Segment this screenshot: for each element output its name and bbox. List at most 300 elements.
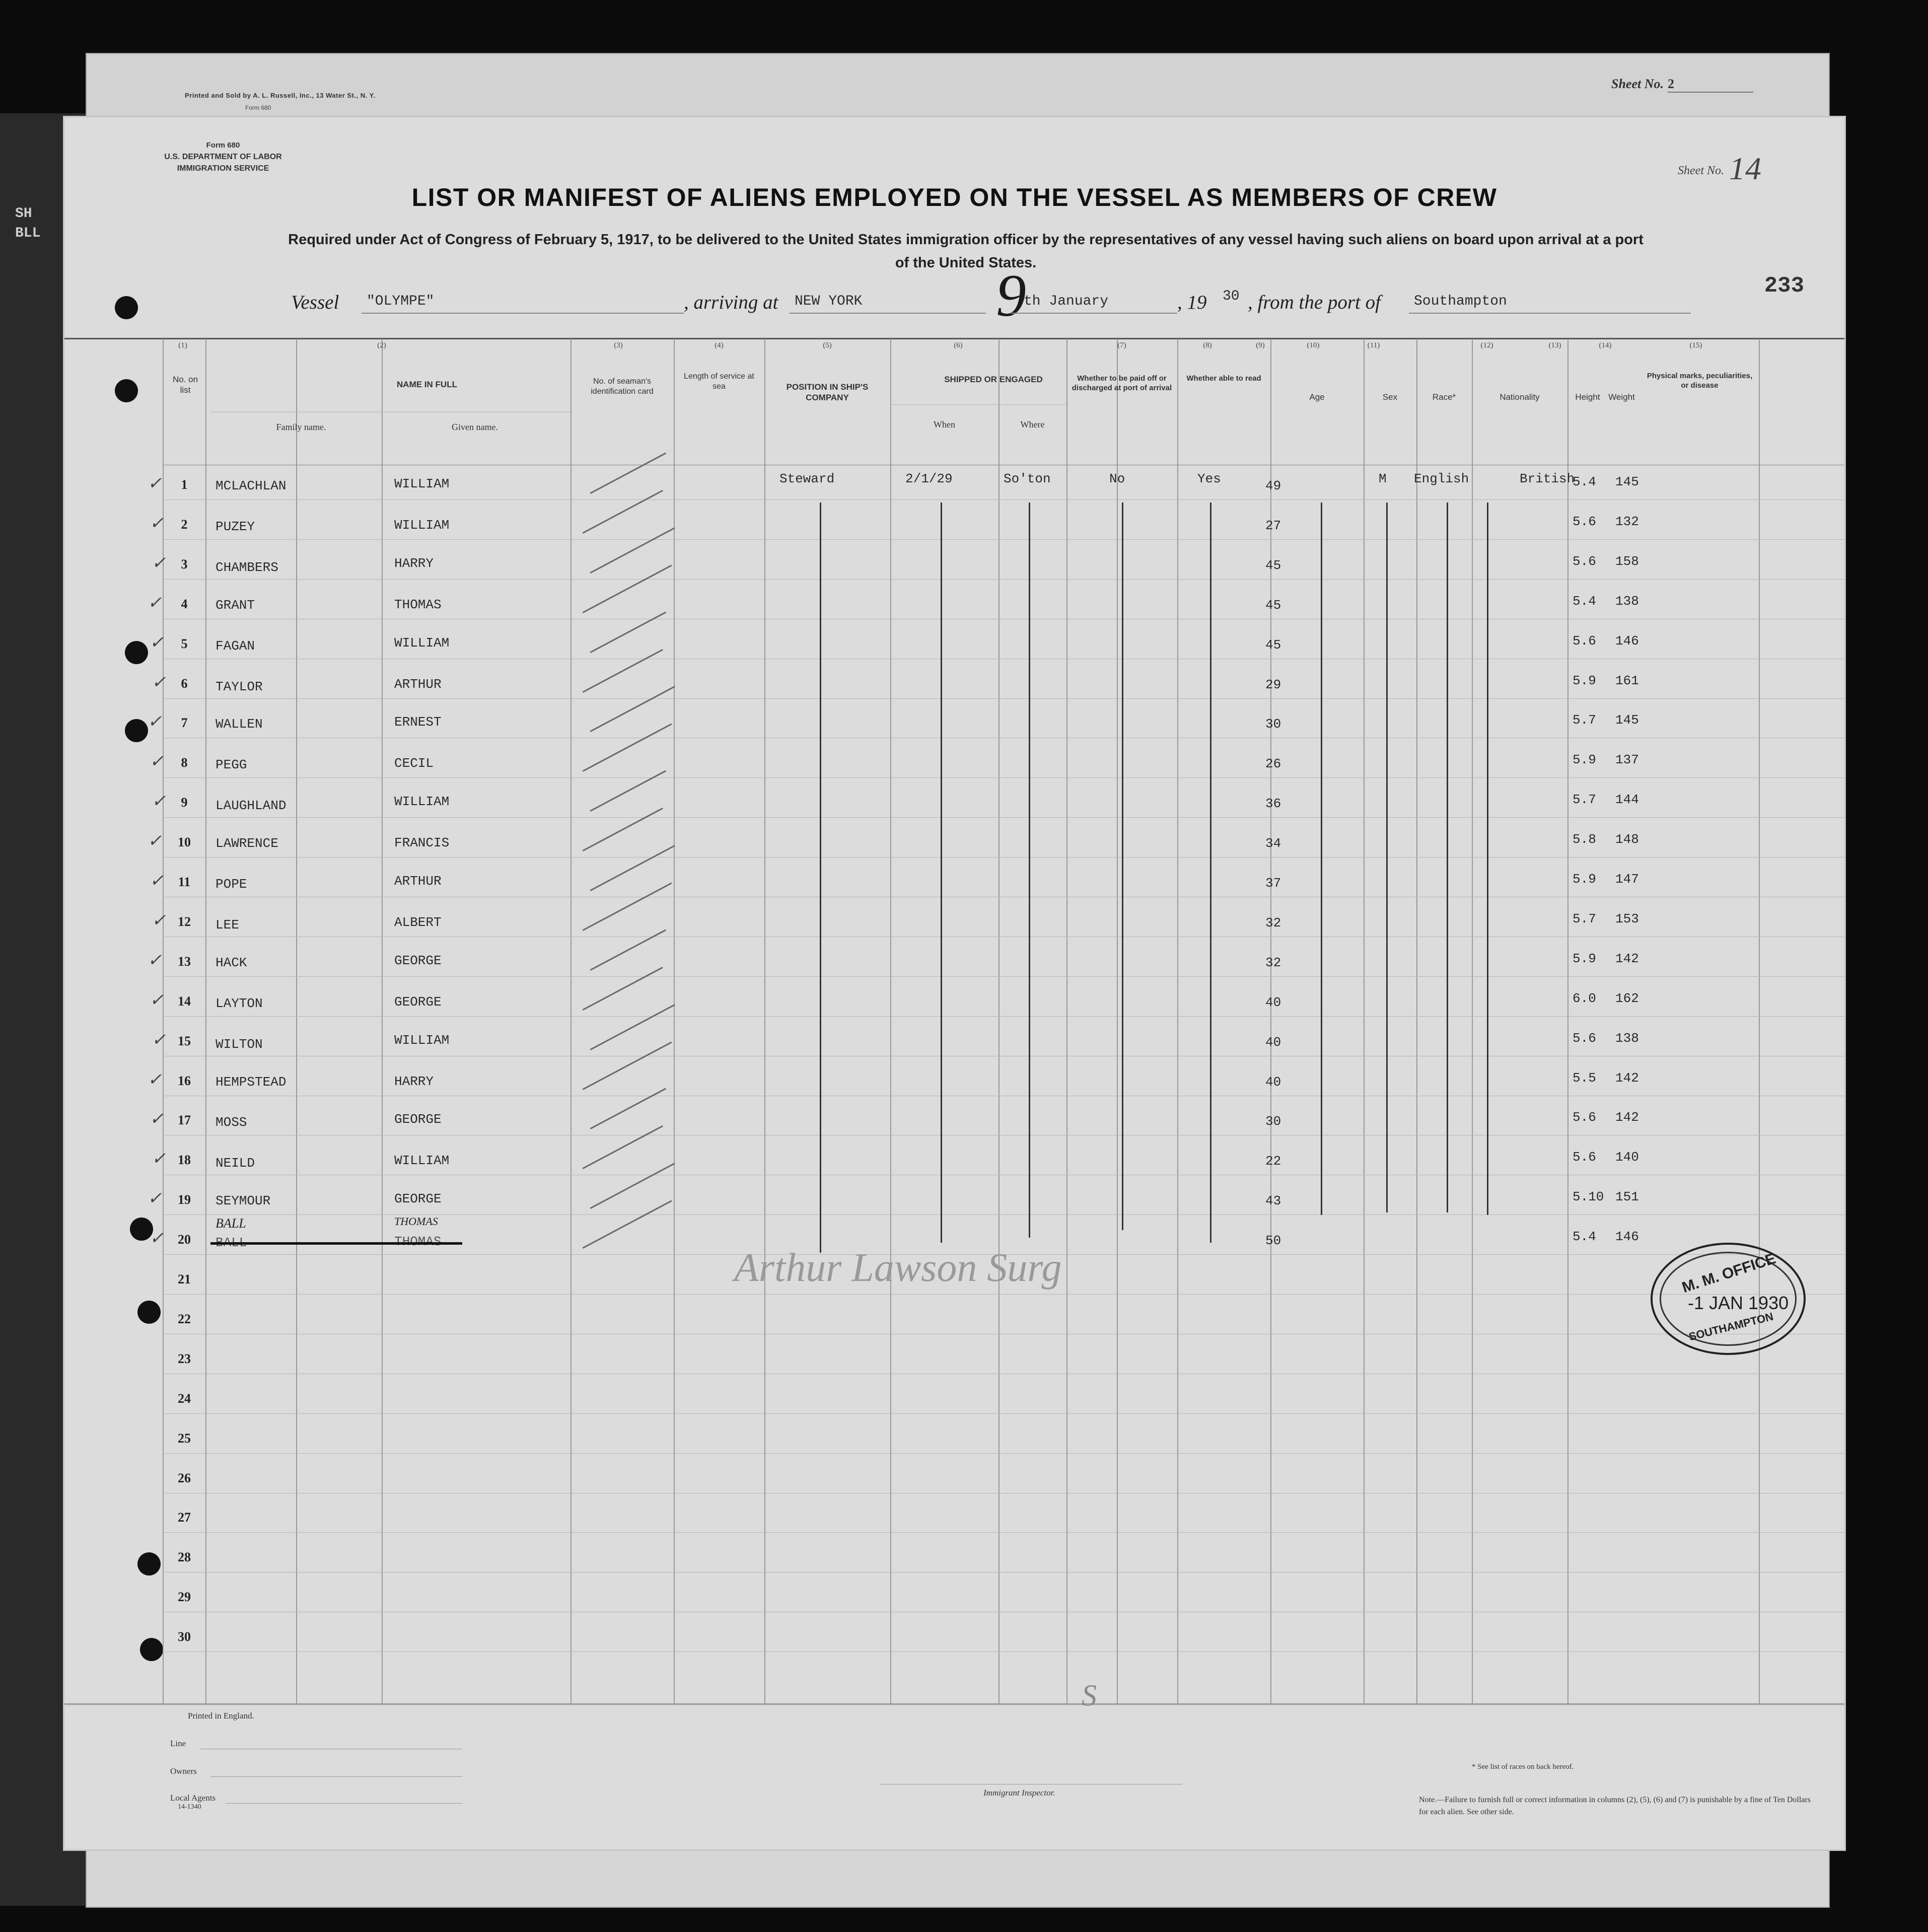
column-number: (7) <box>1117 341 1126 349</box>
header-no-on-list: No. on list <box>172 375 198 395</box>
height: 5.10 <box>1573 1189 1604 1205</box>
header-weight: Weight <box>1608 392 1635 402</box>
ditto-line <box>1029 503 1030 1238</box>
year-label: , 19 <box>1177 292 1207 313</box>
check-mark-margin: ✓ <box>150 633 164 652</box>
footer-agents-label: Local Agents <box>170 1793 216 1803</box>
check-mark-id-card <box>590 845 675 891</box>
height: 5.4 <box>1573 1229 1596 1245</box>
given-name: WILLIAM <box>394 517 450 533</box>
check-mark-id-card <box>590 1004 675 1050</box>
stamp-place: SOUTHAMPTON <box>1687 1310 1775 1343</box>
column-rule <box>1416 339 1417 1703</box>
column-number: (6) <box>954 341 963 349</box>
check-mark-id-card <box>590 929 667 970</box>
able-to-read: Yes <box>1197 471 1221 486</box>
height: 5.8 <box>1573 832 1596 847</box>
ditto-line <box>1321 503 1322 1215</box>
column-rule <box>674 339 675 1703</box>
row-number: 23 <box>178 1351 191 1366</box>
row-number: 4 <box>181 596 188 611</box>
back-form-number: Form 680 <box>245 104 271 111</box>
check-mark-margin: ✓ <box>150 990 164 1010</box>
service-name: IMMIGRATION SERVICE <box>177 164 269 173</box>
strikethrough <box>210 1242 462 1245</box>
ditto-line <box>1487 503 1488 1215</box>
age: 45 <box>1265 637 1281 653</box>
header-position: POSITION IN SHIP'S COMPANY <box>786 382 869 403</box>
header-age: Age <box>1309 392 1325 402</box>
given-name: WILLIAM <box>394 1032 450 1048</box>
row-rule <box>163 698 1844 699</box>
column-number: (1) <box>178 341 187 349</box>
family-name: SEYMOUR <box>216 1193 271 1209</box>
row-number: 21 <box>178 1272 191 1286</box>
height: 5.9 <box>1573 673 1596 688</box>
given-name: THOMAS <box>394 597 442 612</box>
arrival-date: th January <box>1024 294 1109 309</box>
family-name: NEILD <box>216 1156 255 1171</box>
punch-hole <box>140 1638 163 1661</box>
check-mark-id-card <box>583 490 663 534</box>
check-mark-id-card <box>583 724 672 772</box>
page-subtitle: Required under Act of Congress of February 5, 1917, to be delivered to the United States immigration officer by the representatives of any vessel having such aliens on board upon arrival at a port of the United States. <box>288 232 1644 271</box>
header-length-service: Length of service at sea <box>684 372 754 391</box>
height: 5.6 <box>1573 1110 1596 1125</box>
age: 27 <box>1265 518 1281 533</box>
row-number: 12 <box>178 914 191 929</box>
row-number: 13 <box>178 954 191 969</box>
age: 32 <box>1265 915 1281 931</box>
header-where: Where <box>1020 419 1045 430</box>
stamp-office: M. M. OFFICE <box>1680 1250 1778 1297</box>
printed-in: Printed in England. <box>188 1711 254 1721</box>
family-name: WALLEN <box>216 717 263 732</box>
family-name: LAWRENCE <box>216 836 278 851</box>
height: 5.6 <box>1573 1150 1596 1165</box>
height: 5.6 <box>1573 633 1596 649</box>
column-rule <box>764 339 765 1703</box>
vessel-label: Vessel <box>291 292 339 313</box>
column-rule <box>296 339 297 1703</box>
fine-note: Note.—Failure to furnish full or correct information in columns (2), (5), (6) and (7) is punishable by a fine of Ten Dollars for each alien. See other side. <box>1419 1796 1811 1816</box>
family-name: POPE <box>216 877 247 892</box>
height: 5.7 <box>1573 911 1596 926</box>
row-number: 17 <box>178 1113 191 1128</box>
shipped-divider <box>890 404 1066 405</box>
row-number: 10 <box>178 835 191 850</box>
given-name: GEORGE <box>394 953 442 968</box>
header-when: When <box>934 419 955 430</box>
header-name-in-full: NAME IN FULL <box>397 380 457 389</box>
sex: M <box>1379 471 1387 486</box>
given-name: WILLIAM <box>394 635 450 651</box>
punch-hole <box>115 379 138 402</box>
row-number: 15 <box>178 1033 191 1048</box>
weight: 153 <box>1615 911 1639 926</box>
age: 30 <box>1265 1114 1281 1129</box>
given-name: GEORGE <box>394 994 442 1010</box>
family-name: HACK <box>216 955 247 970</box>
header-family-name: Family name. <box>276 422 326 432</box>
check-mark-margin: ✓ <box>152 1030 166 1049</box>
column-rule <box>1472 339 1473 1703</box>
column-number: (14) <box>1599 341 1612 349</box>
check-mark-id-card <box>583 649 663 692</box>
height: 5.9 <box>1573 951 1596 966</box>
check-mark-id-card <box>583 967 663 1011</box>
check-mark-margin: ✓ <box>152 673 166 692</box>
height: 5.6 <box>1573 553 1596 569</box>
given-name: CECIL <box>394 756 434 771</box>
check-mark-id-card <box>590 1163 675 1209</box>
row-number: 24 <box>178 1391 191 1406</box>
row-number: 9 <box>181 795 188 810</box>
signature: Arthur Lawson Surg <box>734 1246 1062 1290</box>
family-name: LAUGHLAND <box>216 798 287 814</box>
given-name: GEORGE <box>394 1191 442 1207</box>
check-mark-margin: ✓ <box>148 712 162 732</box>
weight: 161 <box>1615 673 1639 688</box>
height: 5.9 <box>1573 872 1596 887</box>
row-number: 5 <box>181 636 188 651</box>
form-header-block <box>148 140 299 174</box>
check-mark-margin: ✓ <box>148 951 162 970</box>
family-name: CHAMBERS <box>216 559 278 575</box>
weight: 146 <box>1615 1229 1639 1245</box>
row-rule <box>163 1413 1844 1414</box>
check-mark-id-card <box>583 1041 672 1090</box>
row-number: 1 <box>181 477 188 492</box>
age: 37 <box>1265 876 1281 891</box>
row-rule <box>163 976 1844 977</box>
column-number: (12) <box>1480 341 1493 349</box>
check-mark-margin: ✓ <box>152 1150 166 1169</box>
race: English <box>1414 471 1469 486</box>
ditto-line <box>1210 503 1211 1243</box>
weight: 142 <box>1615 1070 1639 1086</box>
row-number: 11 <box>178 875 191 889</box>
height: 5.5 <box>1573 1070 1596 1086</box>
column-number: (4) <box>715 341 724 349</box>
manifest-page <box>63 116 1846 1851</box>
row-rule <box>163 777 1844 778</box>
family-name: LAYTON <box>216 995 263 1011</box>
row-rule <box>163 539 1844 540</box>
row-number: 19 <box>178 1192 191 1207</box>
given-name: WILLIAM <box>394 794 450 810</box>
family-name-handwritten: BALL <box>216 1216 246 1231</box>
row-number: 28 <box>178 1550 191 1565</box>
check-mark-id-card <box>583 808 663 851</box>
footer-line-label: Line <box>170 1739 186 1748</box>
check-mark-id-card <box>583 1200 672 1249</box>
height: 6.0 <box>1573 990 1596 1006</box>
family-name: PUZEY <box>216 519 255 534</box>
check-mark-id-card <box>590 770 667 812</box>
pencil-mark: S <box>1082 1679 1097 1712</box>
given-name: WILLIAM <box>394 476 450 491</box>
ditto-line <box>820 503 821 1253</box>
age: 40 <box>1265 1074 1281 1090</box>
weight: 145 <box>1615 474 1639 489</box>
ditto-line <box>1122 503 1123 1230</box>
weight: 147 <box>1615 872 1639 887</box>
column-rule <box>890 339 891 1703</box>
family-name: MCLACHLAN <box>216 478 287 493</box>
weight: 151 <box>1615 1189 1639 1205</box>
age: 45 <box>1265 557 1281 573</box>
weight: 158 <box>1615 553 1639 569</box>
row-rule <box>163 1532 1844 1533</box>
height: 5.6 <box>1573 1030 1596 1046</box>
column-rule <box>1270 339 1271 1703</box>
weight: 142 <box>1615 951 1639 966</box>
check-mark-margin: ✓ <box>150 752 164 771</box>
column-rule <box>1066 339 1067 1703</box>
row-number: 3 <box>181 556 188 571</box>
age: 22 <box>1265 1154 1281 1169</box>
height: 5.4 <box>1573 474 1596 489</box>
check-mark-margin: ✓ <box>150 1229 164 1248</box>
row-rule <box>163 1016 1844 1017</box>
weight: 138 <box>1615 593 1639 609</box>
family-name: LEE <box>216 917 239 933</box>
column-number: (3) <box>614 341 623 349</box>
age: 36 <box>1265 796 1281 812</box>
given-name: GEORGE <box>394 1112 442 1127</box>
check-mark-id-card <box>583 564 672 613</box>
nationality: British <box>1520 471 1575 486</box>
height: 5.9 <box>1573 752 1596 768</box>
sheet-number-value: 14 <box>1729 151 1761 186</box>
given-name: HARRY <box>394 555 434 571</box>
ditto-line <box>941 503 942 1243</box>
column-rule <box>1117 339 1118 1703</box>
age: 26 <box>1265 756 1281 772</box>
age: 30 <box>1265 717 1281 732</box>
column-rule <box>205 339 206 1703</box>
weight: 140 <box>1615 1150 1639 1165</box>
from-port: Southampton <box>1414 294 1507 309</box>
header-id-card: No. of seaman's identification card <box>591 377 654 396</box>
column-rule <box>570 339 572 1703</box>
weight: 138 <box>1615 1030 1639 1046</box>
column-number: (11) <box>1367 341 1380 349</box>
check-mark-margin: ✓ <box>148 1070 162 1089</box>
age: 40 <box>1265 1034 1281 1050</box>
weight: 142 <box>1615 1110 1639 1125</box>
family-name: HEMPSTEAD <box>216 1074 287 1090</box>
family-name: MOSS <box>216 1115 247 1130</box>
row-number: 25 <box>178 1430 191 1446</box>
stamp-date: -1 JAN 1930 <box>1688 1293 1789 1313</box>
family-name: PEGG <box>216 757 247 773</box>
header-height: Height <box>1575 392 1600 402</box>
row-number: 14 <box>178 993 191 1009</box>
row-number: 8 <box>181 755 188 770</box>
column-rule <box>1759 339 1760 1703</box>
check-mark-margin: ✓ <box>152 553 166 573</box>
back-printer-credit: Printed and Sold by A. L. Russell, Inc., 13 Water St., N. Y. <box>185 92 376 99</box>
column-number: (15) <box>1689 341 1702 349</box>
weight: 162 <box>1615 990 1639 1006</box>
row-rule <box>163 817 1844 818</box>
inspector-label: Immigrant Inspector. <box>983 1788 1055 1798</box>
column-rule <box>1177 339 1178 1703</box>
footer-owners-label: Owners <box>170 1766 197 1776</box>
weight: 144 <box>1615 792 1639 808</box>
row-number: 16 <box>178 1073 191 1088</box>
header-nationality: Nationality <box>1499 392 1540 402</box>
check-mark-margin: ✓ <box>148 832 162 851</box>
department-name: U.S. DEPARTMENT OF LABOR <box>164 152 282 161</box>
arrival-day-handwritten: 9 <box>996 262 1026 329</box>
age: 32 <box>1265 955 1281 970</box>
check-mark-margin: ✓ <box>150 1110 164 1129</box>
check-mark-id-card <box>590 686 675 733</box>
column-number: (9) <box>1256 341 1265 349</box>
row-number: 6 <box>181 676 188 691</box>
check-mark-id-card <box>583 882 672 931</box>
given-name-handwritten: THOMAS <box>394 1215 438 1228</box>
header-able-read: Whether able to read <box>1186 374 1261 383</box>
table-bottom-rule <box>64 1703 1844 1705</box>
office-stamp <box>1651 1243 1806 1355</box>
age: 45 <box>1265 597 1281 613</box>
age: 43 <box>1265 1193 1281 1209</box>
stamped-number: 233 <box>1764 273 1804 299</box>
row-number: 22 <box>178 1311 191 1326</box>
punch-hole <box>125 719 148 742</box>
column-number: (13) <box>1548 341 1561 349</box>
family-name: BALL <box>216 1235 247 1251</box>
column-rule <box>998 339 999 1703</box>
column-rule <box>1364 339 1365 1703</box>
header-race: Race* <box>1432 392 1456 402</box>
column-number: (10) <box>1307 341 1320 349</box>
given-name: WILLIAM <box>394 1153 450 1169</box>
check-mark-margin: ✓ <box>148 1189 162 1208</box>
check-mark-id-card <box>583 1125 663 1169</box>
check-mark-margin: ✓ <box>150 514 164 533</box>
table-top-rule <box>64 338 1844 339</box>
vessel-name: "OLYMPE" <box>367 294 435 309</box>
left-fragment-text: SH BLL <box>15 206 41 242</box>
row-number: 27 <box>178 1510 191 1525</box>
punch-hole <box>137 1301 161 1324</box>
shipped-where: So'ton <box>1004 471 1051 486</box>
position: Steward <box>779 471 835 486</box>
given-name: FRANCIS <box>394 835 450 851</box>
arriving-port: NEW YORK <box>795 294 863 309</box>
family-name: TAYLOR <box>216 679 263 694</box>
given-name: ERNEST <box>394 714 442 730</box>
weight: 137 <box>1615 752 1639 768</box>
footer-form-code: 14-1340 <box>178 1803 201 1811</box>
column-rule <box>163 339 164 1703</box>
back-sheet-number: Sheet No. 2 <box>1611 77 1753 93</box>
column-number: (2) <box>377 341 386 349</box>
age: 34 <box>1265 836 1281 851</box>
page-title: LIST OR MANIFEST OF ALIENS EMPLOYED ON THE VESSEL AS MEMBERS OF CREW <box>411 183 1497 211</box>
column-number: (5) <box>823 341 832 349</box>
row-rule <box>163 1453 1844 1454</box>
row-rule <box>163 579 1844 580</box>
column-rule <box>1567 339 1568 1703</box>
row-rule <box>163 1294 1844 1295</box>
height: 5.7 <box>1573 712 1596 728</box>
paid-off: No <box>1109 471 1125 486</box>
form-number: Form 680 <box>206 141 240 150</box>
family-name: GRANT <box>216 597 255 613</box>
height: 5.4 <box>1573 593 1596 609</box>
given-name: ALBERT <box>394 914 442 930</box>
weight: 132 <box>1615 514 1639 529</box>
from-port-label: , from the port of <box>1248 292 1381 313</box>
check-mark-margin: ✓ <box>150 872 164 890</box>
age: 29 <box>1265 677 1281 692</box>
header-shipped: SHIPPED OR ENGAGED <box>944 375 1043 384</box>
row-number: 30 <box>178 1629 191 1644</box>
row-number: 29 <box>178 1590 191 1605</box>
check-mark-id-card <box>590 1088 667 1129</box>
weight: 145 <box>1615 712 1639 728</box>
age: 49 <box>1265 478 1281 493</box>
arriving-label: , arriving at <box>684 292 778 313</box>
row-number: 7 <box>181 715 188 731</box>
column-number: (8) <box>1203 341 1212 349</box>
family-name: WILTON <box>216 1036 263 1052</box>
check-mark-margin: ✓ <box>152 911 166 930</box>
weight: 146 <box>1615 633 1639 649</box>
header-paid-off: Whether to be paid off or discharged at port of arrival <box>1072 374 1172 392</box>
year-value: 30 <box>1223 289 1240 304</box>
row-number: 26 <box>178 1470 191 1485</box>
row-number: 20 <box>178 1232 191 1247</box>
height: 5.6 <box>1573 514 1596 529</box>
check-mark-margin: ✓ <box>148 474 162 493</box>
check-mark-margin: ✓ <box>152 792 166 811</box>
age: 50 <box>1265 1233 1281 1249</box>
punch-hole <box>125 641 148 664</box>
header-given-name: Given name. <box>452 422 498 432</box>
check-mark-id-card <box>590 453 667 494</box>
given-name: ARTHUR <box>394 676 442 692</box>
header-physical: Physical marks, peculiarities, or disease <box>1647 372 1753 390</box>
ditto-line <box>1447 503 1448 1212</box>
given-name: HARRY <box>394 1074 434 1089</box>
sheet-number: Sheet No. 14 <box>1678 151 1761 186</box>
row-rule <box>163 499 1844 500</box>
given-name: THOMAS <box>394 1234 442 1250</box>
age: 40 <box>1265 994 1281 1010</box>
check-mark-margin: ✓ <box>148 593 162 612</box>
shipped-when: 2/1/29 <box>905 471 953 486</box>
punch-hole <box>137 1552 161 1576</box>
header-sex: Sex <box>1382 392 1398 402</box>
height: 5.7 <box>1573 792 1596 808</box>
ditto-line <box>1386 503 1388 1212</box>
weight: 148 <box>1615 832 1639 847</box>
row-number: 18 <box>178 1153 191 1168</box>
check-mark-id-card <box>590 527 675 574</box>
given-name: ARTHUR <box>394 874 442 889</box>
row-number: 2 <box>181 517 188 532</box>
family-name: FAGAN <box>216 638 255 654</box>
check-mark-id-card <box>590 611 667 653</box>
races-note: * See list of races on back hereof. <box>1472 1763 1574 1771</box>
